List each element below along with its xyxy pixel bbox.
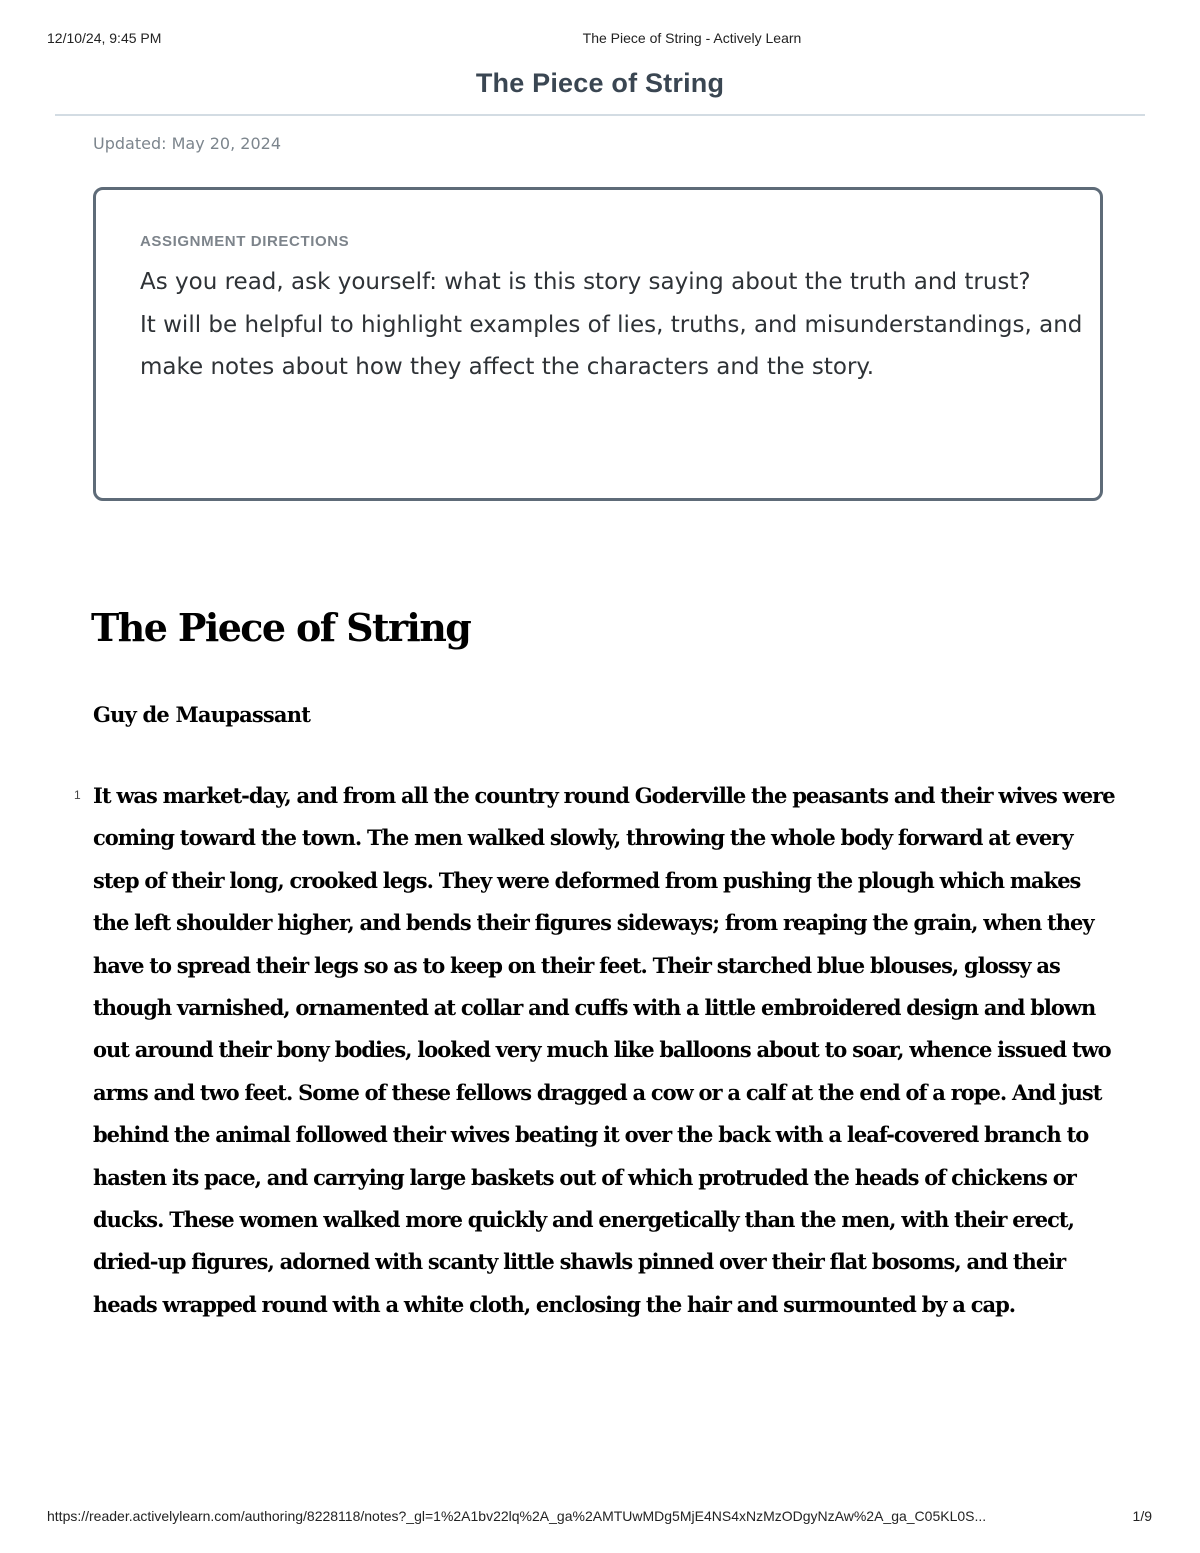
story-paragraph[interactable]: It was market-day, and from all the country round Goderville the peasants and their wives were coming toward the town. The men walked slowly, throwing the whole body forward at every step of their long, crooked legs. They were deformed from pushing the plough which makes the left shoulder higher, and bends their figures sideways; from reaping the grain, when they have to spread their legs so as to keep on their feet. Their starched blue blouses, glossy as though varnished, ornamented at collar and cuffs with a little embroidered design and blown out around their bony bodies, looked very much like balloons about to soar, whence issued two arms and two feet. Some of these fellows dragged a cow or a calf at the end of a rope. And just behind the animal followed their wives beating it over the back with a leaf-covered branch to hasten its pace, and carrying large baskets out of which protruded the heads of chickens or ducks. These women walked more quickly and energetically than the men, with their erect, dried-up figures, adorned with scanty little shawls pinned over their flat bosoms, and their heads wrapped round with a white cloth, enclosing the hair and surmounted by a cap. bbox=[93, 783, 1115, 1317]
print-url: https://reader.activelylearn.com/authoring/8228118/notes?_gl=1%2A1bv22lq%2A_ga%2AMTUwMDg5MjE4NS4xNzMzODgyNzAw%2A_ga_C05KL0S... bbox=[47, 1508, 987, 1524]
assignment-directions-text bbox=[140, 261, 1090, 389]
print-tab-title: The Piece of String - Actively Learn bbox=[582, 30, 802, 46]
assignment-directions-line-2: It will be helpful to highlight examples of lies, truths, and misunderstandings, and make notes about how they affect the characters and the story. bbox=[140, 311, 1083, 380]
print-datetime: 12/10/24, 9:45 PM bbox=[47, 30, 162, 46]
paragraph-number: 1 bbox=[74, 788, 81, 802]
print-header bbox=[0, 30, 1200, 50]
print-footer bbox=[0, 1508, 1200, 1528]
story-author: Guy de Maupassant bbox=[93, 702, 311, 727]
print-page-number: 1/9 bbox=[1132, 1508, 1152, 1524]
updated-date: Updated: May 20, 2024 bbox=[93, 134, 281, 153]
assignment-directions-line-1: As you read, ask yourself: what is this story saying about the truth and trust? bbox=[140, 269, 1031, 295]
document-title: The Piece of String bbox=[475, 68, 725, 98]
title-divider bbox=[55, 114, 1145, 116]
story-title: The Piece of String bbox=[91, 605, 471, 650]
assignment-directions-label: ASSIGNMENT DIRECTIONS bbox=[140, 233, 350, 250]
